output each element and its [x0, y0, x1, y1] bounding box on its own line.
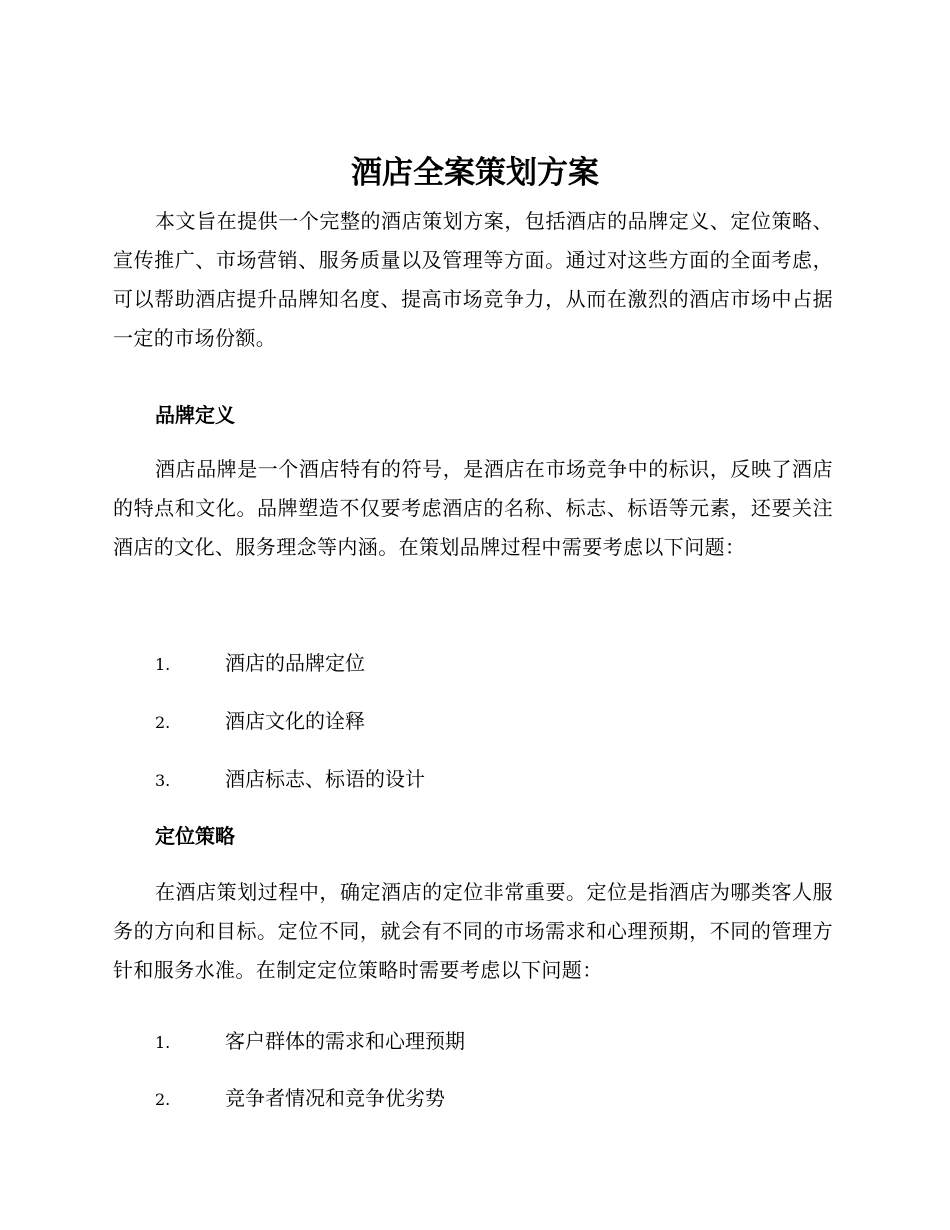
- list-number: 2.: [155, 1090, 171, 1109]
- section-body-positioning: 在酒店策划过程中，确定酒店的定位非常重要。定位是指酒店为哪类客人服务的方向和目标。定位不同，就会有不同的市场需求和心理预期，不同的管理方针和服务水准。在制定定位策略时需要考虑以下问题：: [113, 880, 833, 982]
- list-item: [155, 1026, 465, 1058]
- list-item: [155, 706, 365, 738]
- list-item: [155, 648, 365, 680]
- list-number: 1.: [155, 655, 171, 674]
- section-body-brand: 酒店品牌是一个酒店特有的符号，是酒店在市场竞争中的标识，反映了酒店的特点和文化。品牌塑造不仅要考虑酒店的名称、标志、标语等元素，还要关注酒店的文化、服务理念等内涵。在策划品牌过程中需要考虑以下问题：: [113, 457, 833, 559]
- document-title: 酒店全案策划方案: [351, 155, 599, 191]
- list-item: [155, 764, 425, 796]
- list-text: 竞争者情况和竞争优劣势: [225, 1086, 445, 1110]
- section-heading-brand: 品牌定义: [155, 403, 235, 427]
- list-number: 3.: [155, 771, 171, 790]
- intro-paragraph: 本文旨在提供一个完整的酒店策划方案，包括酒店的品牌定义、定位策略、宣传推广、市场营销、服务质量以及管理等方面。通过对这些方面的全面考虑，可以帮助酒店提升品牌知名度、提高市场竞争力，从而在激烈的酒店市场中占据一定的市场份额。: [113, 209, 833, 350]
- list-text: 客户群体的需求和心理预期: [225, 1029, 465, 1053]
- list-item: [155, 1083, 445, 1115]
- list-text: 酒店文化的诠释: [225, 709, 365, 733]
- list-text: 酒店标志、标语的设计: [225, 767, 425, 791]
- list-number: 1.: [155, 1033, 171, 1052]
- section-heading-positioning: 定位策略: [155, 824, 235, 848]
- list-text: 酒店的品牌定位: [225, 651, 365, 675]
- list-number: 2.: [155, 713, 171, 732]
